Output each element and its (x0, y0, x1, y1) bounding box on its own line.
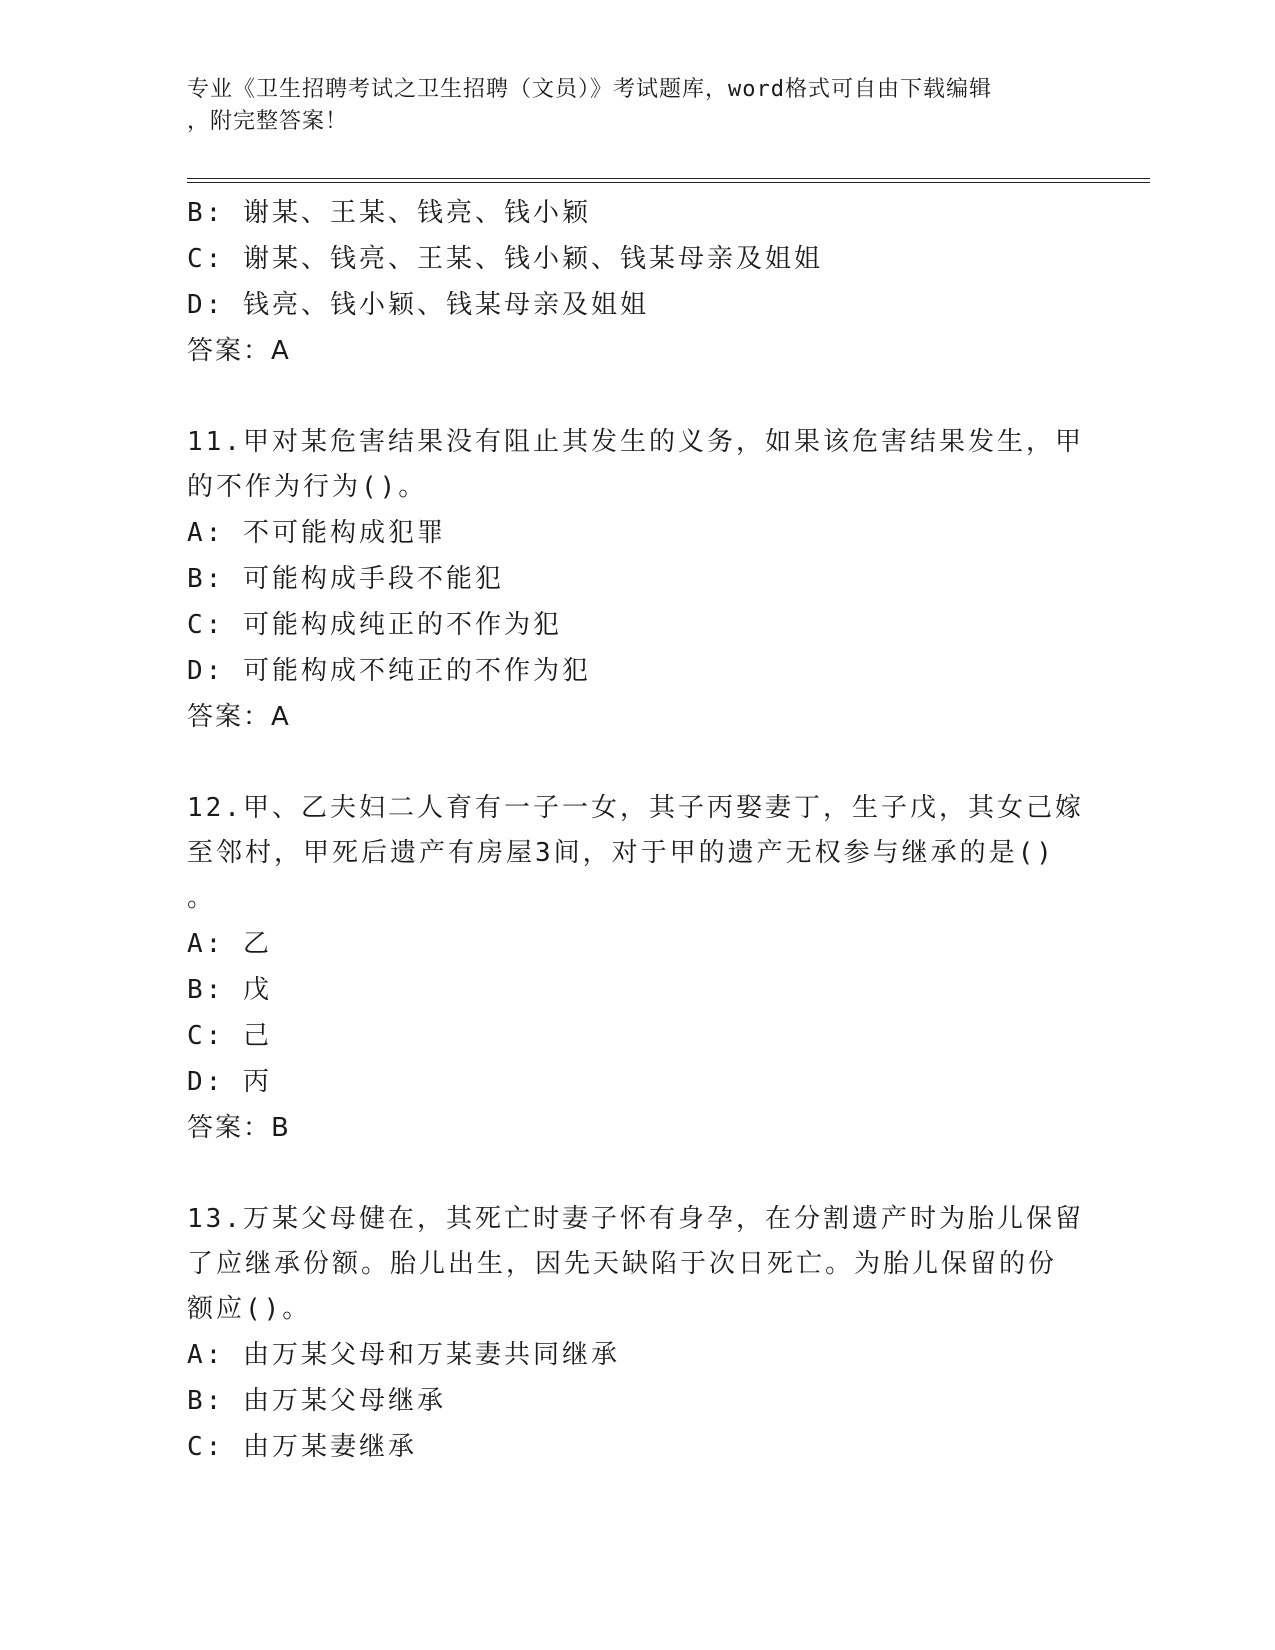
option-c: C: 由万某妻继承 (187, 1432, 417, 1462)
document-header (187, 74, 1087, 138)
question-stem-line: 11.甲对某危害结果没有阻止其发生的义务，如果该危害结果发生，甲 (187, 427, 1084, 457)
option-a: A: 由万某父母和万某妻共同继承 (187, 1340, 620, 1370)
spacer (187, 740, 1087, 786)
header-line-2: ，附完整答案！ (187, 109, 349, 134)
option-a: A: 乙 (187, 929, 272, 959)
header-divider-bottom (187, 182, 1150, 183)
question-11 (187, 420, 1087, 740)
question-stem-line: 13.万某父母健在，其死亡时妻子怀有身孕，在分割遗产时为胎儿保留 (187, 1204, 1084, 1234)
question-stem-line: 。 (187, 883, 217, 913)
question-stem-line: 额应()。 (187, 1294, 312, 1324)
question-stem-line: 的不作为行为()。 (187, 472, 428, 502)
header-line-1: 专业《卫生招聘考试之卫生招聘（文员）》考试题库，word格式可自由下载编辑 (187, 77, 992, 102)
question-13 (187, 1197, 1087, 1470)
option-b: B: 由万某父母继承 (187, 1386, 446, 1416)
option-c: C: 谢某、钱亮、王某、钱小颖、钱某母亲及姐姐 (187, 244, 823, 274)
option-c: C: 己 (187, 1021, 272, 1051)
answer-line: 答案：B (187, 1113, 291, 1143)
spacer (187, 1151, 1087, 1197)
header-divider-top (187, 178, 1150, 179)
question-stem-line: 至邻村，甲死后遗产有房屋3间，对于甲的遗产无权参与继承的是() (187, 838, 1055, 868)
option-d: D: 可能构成不纯正的不作为犯 (187, 656, 591, 686)
question-10-tail (187, 190, 1087, 374)
answer-line: 答案：A (187, 702, 291, 732)
question-12 (187, 786, 1087, 1151)
question-list (187, 190, 1087, 1470)
answer-line: 答案：A (187, 336, 291, 366)
question-stem-line: 12.甲、乙夫妇二人育有一子一女，其子丙娶妻丁，生子戊，其女己嫁 (187, 793, 1084, 823)
option-b: B: 戊 (187, 975, 272, 1005)
option-d: D: 钱亮、钱小颖、钱某母亲及姐姐 (187, 290, 649, 320)
option-a: A: 不可能构成犯罪 (187, 518, 446, 548)
option-b: B: 可能构成手段不能犯 (187, 564, 504, 594)
option-b: B: 谢某、王某、钱亮、钱小颖 (187, 198, 591, 228)
question-stem-line: 了应继承份额。胎儿出生，因先天缺陷于次日死亡。为胎儿保留的份 (187, 1249, 1058, 1279)
spacer (187, 374, 1087, 420)
option-c: C: 可能构成纯正的不作为犯 (187, 610, 562, 640)
option-d: D: 丙 (187, 1067, 272, 1097)
